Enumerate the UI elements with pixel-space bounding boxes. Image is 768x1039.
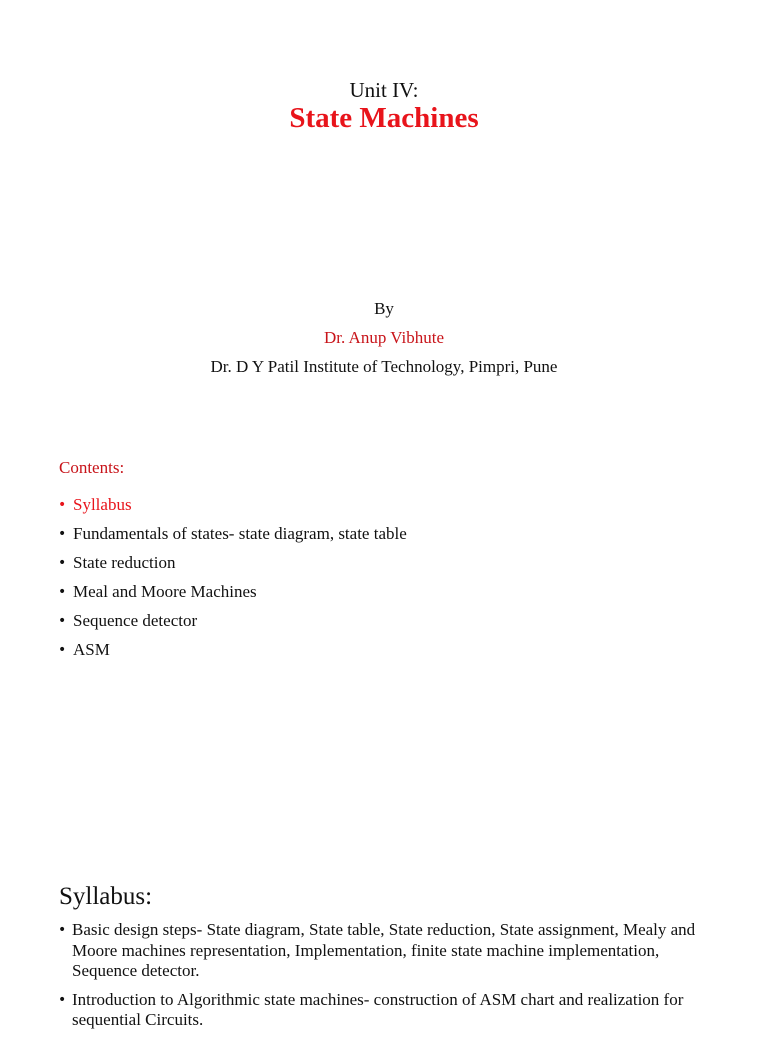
syllabus-item-text: Introduction to Algorithmic state machines- construction of ASM chart and realization for sequential Circuits.	[72, 989, 684, 1029]
contents-item	[58, 553, 407, 582]
syllabus-item	[58, 990, 718, 1031]
contents-item-label: Fundamentals of states- state diagram, state table	[73, 524, 407, 543]
contents-item-label: Meal and Moore Machines	[73, 582, 257, 601]
contents-item	[58, 495, 407, 524]
syllabus-heading: Syllabus:	[59, 883, 153, 910]
contents-list	[58, 495, 407, 669]
syllabus-item	[58, 920, 718, 982]
contents-item-label: Syllabus	[73, 495, 132, 514]
contents-item	[58, 582, 407, 611]
title-slide	[0, 0, 768, 430]
bullet-icon: •	[58, 555, 67, 571]
presentation-title: State Machines	[289, 102, 479, 134]
bullet-icon: •	[58, 613, 67, 629]
contents-heading: Contents:	[59, 458, 125, 477]
syllabus-list	[58, 920, 718, 1039]
contents-slide	[0, 440, 768, 860]
syllabus-slide	[0, 875, 768, 1029]
bullet-icon: •	[58, 497, 67, 513]
institute-name: Dr. D Y Patil Institute of Technology, Pimpri, Pune	[210, 357, 558, 376]
bullet-icon: •	[58, 526, 67, 542]
syllabus-item-text: Basic design steps- State diagram, State table, State reduction, State assignment, Mealy and Moore machines representation, Implementation, finite state machine implementation, Sequence detector.	[72, 920, 696, 980]
unit-label: Unit IV:	[349, 78, 419, 102]
author-name: Dr. Anup Vibhute	[323, 328, 445, 347]
contents-item	[58, 640, 407, 669]
contents-item-label: State reduction	[73, 553, 176, 572]
contents-item	[58, 524, 407, 553]
bullet-icon: •	[58, 922, 67, 938]
contents-item	[58, 611, 407, 640]
by-label: By	[374, 299, 394, 318]
bullet-icon: •	[58, 991, 67, 1008]
bullet-icon: •	[58, 584, 67, 600]
contents-item-label: Sequence detector	[73, 611, 198, 630]
bullet-icon: •	[58, 642, 67, 658]
contents-item-label: ASM	[73, 640, 110, 659]
